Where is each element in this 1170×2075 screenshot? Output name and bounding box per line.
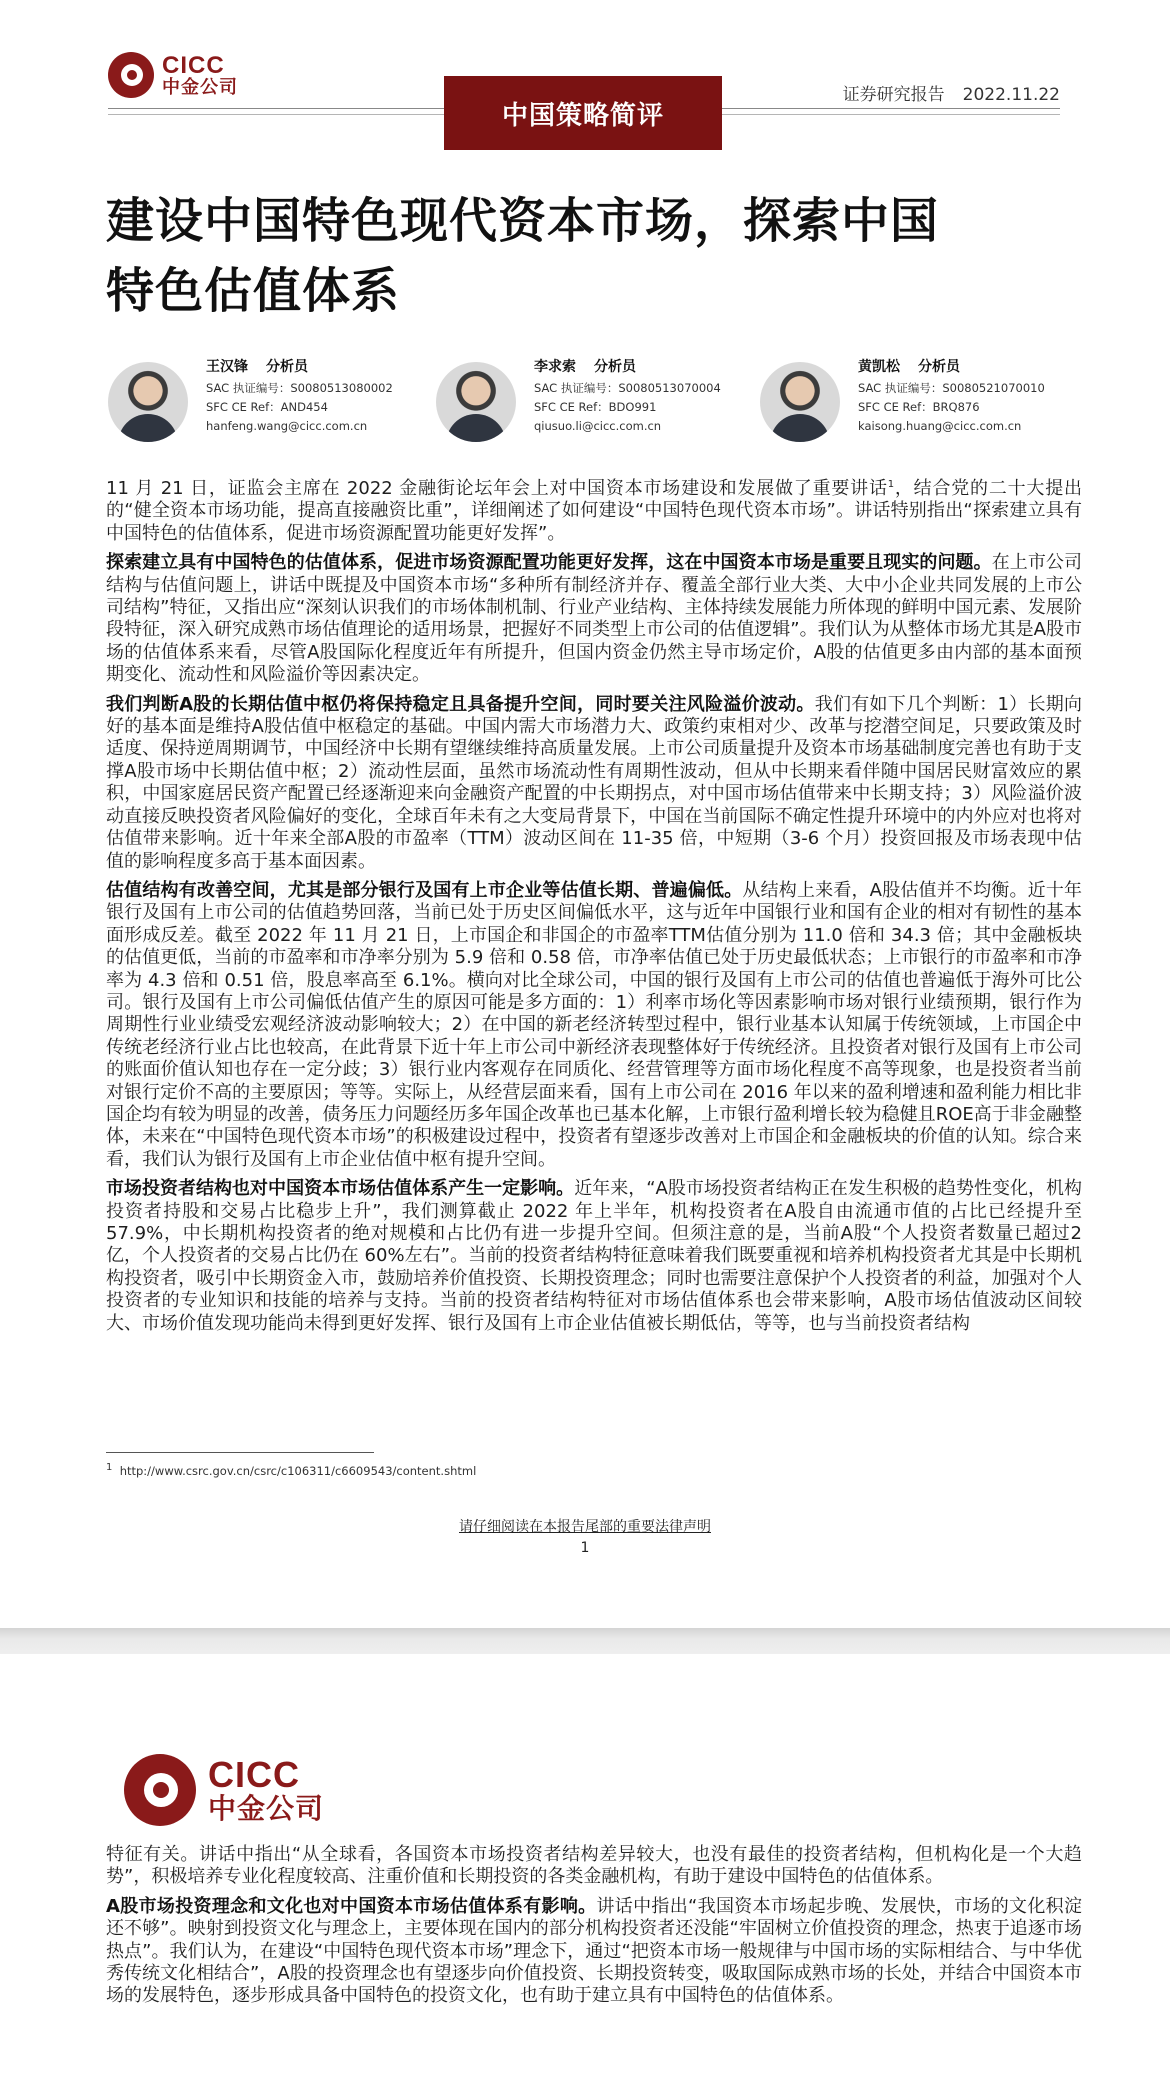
paragraph-lead: 我们判断A股的长期估值中枢仍将保持稳定且具备提升空间，同时要关注风险溢价波动。 <box>106 693 815 715</box>
analyst-name: 黄凯松 <box>858 359 900 375</box>
analyst-card <box>436 358 736 448</box>
report-body <box>106 478 1082 1342</box>
page-separator <box>0 1628 1170 1654</box>
analyst-sac: SAC 执证编号：S0080513080002 <box>206 381 393 395</box>
report-type: 证券研究报告 <box>842 85 945 105</box>
logo-cn-text: 中金公司 <box>162 77 238 98</box>
cicc-logo-icon <box>108 52 154 98</box>
paragraph: A股市场投资理念和文化也对中国资本市场估值体系有影响。讲话中指出“我国资本市场起步晚、发展快，市场的文化积淀还不够”。映射到投资文化与理念上，主要体现在国内的部分机构投资者还没能“牢固树立价值投资的理念，热衷于追逐市场热点”。我们认为，在建设“中国特色现代资本市场”理念下，通过“把资本市场一般规律与中国市场的实际相结合、与中华优秀传统文化相结合”，A股的投资理念也有望逐步向价值投资、长期投资转变，吸取国际成熟市场的长处，并结合中国资本市场的发展特色，逐步形成具备中国特色的投资文化，也有助于建立具有中国特色的估值体系。 <box>106 1895 1082 2007</box>
logo-en-text: CICC <box>208 1754 300 1796</box>
analyst-card <box>108 358 408 448</box>
paragraph: 探索建立具有中国特色的估值体系，促进市场资源配置功能更好发挥，这在中国资本市场是重要且现实的问题。在上市公司结构与估值问题上，讲话中既提及中国资本市场“多种所有制经济并存、覆盖全部行业大类、大中小企业共同发展的上市公司结构”特征，又指出应“深刻认识我们的市场体制机制、行业产业结构、主体持续发展能力所体现的鲜明中国元素、发展阶段特征，深入研究成熟市场估值理论的适用场景，把握好不同类型上市公司的估值逻辑”。我们认为从整体市场尤其是A股市场的估值体系来看，尽管A股国际化程度近年有所提升，但国内资金仍然主导市场定价，A股的估值更多由内部的基本面预期变化、流动性和风险溢价等因素决定。 <box>106 552 1083 686</box>
footnote-link[interactable]: http://www.csrc.gov.cn/csrc/c106311/c6609543/content.shtml <box>119 1464 477 1478</box>
paragraph: 市场投资者结构也对中国资本市场估值体系产生一定影响。近年来，“A股市场投资者结构正在发生积极的趋势性变化，机构投资者持股和交易占比稳步上升”，我们测算截止 2022 年上半年，机构投资者在A股自由流通市值的占比已经提升至 57.9%，中长期机构投资者的绝对规模和占比仍有进一步提升空间。但须注意的是，当前A股“个人投资者数量已超过2 亿，个人投资者的交易占比仍在 60%左右”。当前的投资者结构特征意味着我们既要重视和培养机构投资者尤其是中长期机构投资者，吸引中长期资金入市，鼓励培养价值投资、长期投资理念；同时也需要注意保护个人投资者的利益，加强对个人投资者的专业知识和技能的培养与支持。当前的投资者结构特征对市场估值体系也会带来影响，A股市场估值波动区间较大、市场价值发现功能尚未得到更好发挥、银行及国有上市企业估值被长期低估，等等，也与当前投资者结构 <box>106 1178 1083 1334</box>
report-category-banner: 中国策略简评 <box>444 76 722 150</box>
analyst-role: 分析员 <box>266 359 308 375</box>
analyst-name: 王汉锋 <box>206 359 248 375</box>
report-body-continued <box>106 1844 1082 2015</box>
analyst-sac: SAC 执证编号：S0080521070010 <box>858 381 1045 395</box>
logo-en-text: CICC <box>162 51 225 79</box>
paragraph: 特征有关。讲话中指出“从全球看，各国资本市场投资者结构差异较大，也没有最佳的投资者结构，但机构化是一个大趋势”，积极培养专业化程度较高、注重价值和长期投资的各类金融机构，有助于建设中国特色的估值体系。 <box>106 1844 1082 1888</box>
cicc-logo <box>108 52 238 98</box>
footnote-rule <box>106 1452 374 1453</box>
paragraph-lead: 估值结构有改善空间，尤其是部分银行及国有上市企业等估值长期、普遍偏低。 <box>106 879 743 901</box>
report-date: 2022.11.22 <box>962 85 1060 105</box>
analyst-ce: SFC CE Ref：AND454 <box>206 400 328 414</box>
analyst-card <box>760 358 1060 448</box>
analyst-photo <box>436 362 516 442</box>
paragraph-lead: 探索建立具有中国特色的估值体系，促进市场资源配置功能更好发挥，这在中国资本市场是重要且现实的问题。 <box>106 552 992 574</box>
analyst-role: 分析员 <box>594 359 636 375</box>
paragraph: 11 月 21 日，证监会主席在 2022 金融街论坛年会上对中国资本市场建设和发展做了重要讲话$^1$，结合党的二十大提出的“健全资本市场功能，提高直接融资比重”，详细阐述了如何建设“中国特色现代资本市场”。讲话特别指出“探索建立具有中国特色的估值体系，促进市场资源配置功能更好发挥”。 <box>106 478 1082 544</box>
report-meta <box>843 80 1060 105</box>
paragraph-lead: A股市场投资理念和文化也对中国资本市场估值体系有影响。 <box>106 1895 597 1917</box>
analyst-photo <box>108 362 188 442</box>
disclaimer-link[interactable]: 请仔细阅读在本报告尾部的重要法律声明 <box>459 1519 711 1535</box>
title-line-2: 特色估值体系 <box>106 263 401 319</box>
paragraph: 我们判断A股的长期估值中枢仍将保持稳定且具备提升空间，同时要关注风险溢价波动。我们有如下几个判断：1）长期向好的基本面是维持A股估值中枢稳定的基础。中国内需大市场潜力大、政策约束相对少、改革与挖潜空间足，只要政策及时适度、保持逆周期调节，中国经济中长期有望继续维持高质量发展。上市公司质量提升及资本市场基础制度完善也有助于支撑A股市场中长期估值中枢；2）流动性层面，虽然市场流动性有周期性波动，但从中长期来看伴随中国居民财富效应的累积，中国家庭居民资产配置已经逐渐迎来向金融资产配置的中长期拐点，对中国市场估值带来中长期支持；3）风险溢价波动直接反映投资者风险偏好的变化，全球百年未有之大变局背景下，中国在当前国际不确定性提升环境中的内外应对也将对估值带来影响。近十年来全部A股的市盈率（TTM）波动区间在 11-35 倍，中短期（3-6 个月）投资回报及市场表现中估值的影响程度多高于基本面因素。 <box>106 693 1082 872</box>
paragraph-lead: 市场投资者结构也对中国资本市场估值体系产生一定影响。 <box>106 1178 575 1200</box>
analyst-ce: SFC CE Ref：BRQ876 <box>858 400 980 414</box>
cicc-logo <box>124 1754 324 1826</box>
footnote: $^1$ http://www.csrc.gov.cn/csrc/c106311/c6609543/content.shtml <box>106 1462 477 1478</box>
analyst-email[interactable]: kaisong.huang@cicc.com.cn <box>858 419 1022 433</box>
analyst-name: 李求索 <box>534 359 576 375</box>
cicc-logo-icon <box>124 1754 196 1826</box>
analyst-photo <box>760 362 840 442</box>
analyst-role: 分析员 <box>918 359 960 375</box>
analyst-email[interactable]: hanfeng.wang@cicc.com.cn <box>206 419 368 433</box>
logo-cn-text: 中金公司 <box>208 1793 325 1825</box>
analyst-sac: SAC 执证编号：S0080513070004 <box>534 381 721 395</box>
legal-disclaimer <box>0 1516 1170 1536</box>
title-line-1: 建设中国特色现代资本市场，探索中国 <box>106 193 940 249</box>
analyst-ce: SFC CE Ref：BDO991 <box>534 400 657 414</box>
footnote-ref[interactable]: 1 <box>887 479 895 490</box>
page-number: 1 <box>580 1540 590 1556</box>
paragraph: 估值结构有改善空间，尤其是部分银行及国有上市企业等估值长期、普遍偏低。从结构上来看，A股估值并不均衡。近十年银行及国有上市公司的估值趋势回落，当前已处于历史区间偏低水平，这与近年中国银行业和国有企业的相对有韧性的基本面形成反差。截至 2022 年 11 月 21 日，上市国企和非国企的市盈率TTM估值分别为 11.0 倍和 34.3 倍；其中金融板块的估值更低，当前的市盈率和市净率分别为 5.9 倍和 0.58 倍，市净率估值已处于历史最低状态；上市银行的市盈率和市净率为 4.3 倍和 0.51 倍，股息率高至 6.1%。横向对比全球公司，中国的银行及国有上市公司的估值也普遍低于海外可比公司。银行及国有上市公司偏低估值产生的原因可能是多方面的：1）利率市场化等因素影响市场对银行业绩预期，银行作为周期性行业业绩受宏观经济波动影响较大；2）在中国的新老经济转型过程中，银行业基本认知属于传统领域，上市国企中传统老经济行业占比也较高，在此背景下近十年上市公司中新经济表现整体好于传统经济。且投资者对银行及国有上市公司的账面价值认知也存在一定分歧；3）银行业内客观存在同质化、经营管理等方面市场化程度不高等现象，也是投资者当前对银行定价不高的主要原因；等等。实际上，从经营层面来看，国有上市公司在 2016 年以来的盈利增速和盈利能力相比非国企均有较为明显的改善，债务压力问题经历多年国企改革也已基本化解，上市银行盈利增长较为稳健且ROE高于非金融整体，未来在“中国特色现代资本市场”的积极建设过程中，投资者有望逐步改善对上市国企和金融板块的价值的认知。综合来看，我们认为银行及国有上市企业估值中枢有提升空间。 <box>106 879 1083 1170</box>
report-title <box>106 186 1066 326</box>
analyst-email[interactable]: qiusuo.li@cicc.com.cn <box>534 419 662 433</box>
